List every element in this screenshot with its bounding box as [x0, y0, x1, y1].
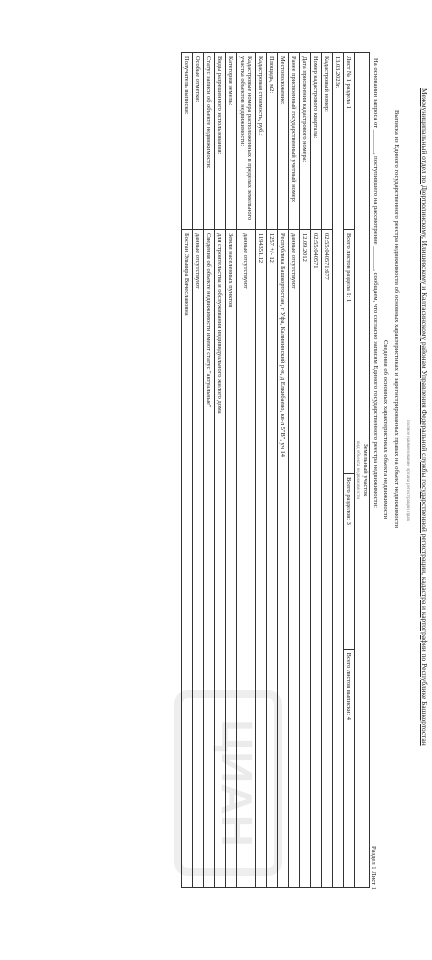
row-value: данные отсутствуют [289, 230, 300, 888]
row-value: Бостан Эльвира Вячеславовна [182, 230, 193, 888]
row-label: Особые отметки: [193, 53, 204, 230]
row-value: 12.09.2012 [300, 230, 311, 888]
row-label: Категория земель: [226, 53, 237, 230]
table-row [322, 53, 333, 888]
row-value: Республика Башкортостан, г Уфа, Калининский р-н, д Елкибаево, кв-л 5"В", уч 14 [278, 230, 289, 888]
row-value: для строительства и обслуживания индивидуального жилого дома [215, 230, 226, 888]
row-label: Виды разрешенного использования: [215, 53, 226, 230]
table-row [300, 53, 311, 888]
row-label: Дата присвоения кадастрового номера: [300, 53, 311, 230]
characteristics-table [181, 52, 370, 888]
table-row [215, 53, 226, 888]
extract-subtitle: Сведения об основных характеристиках объекта недвижимости [382, 340, 389, 520]
total-sheets: Всего листов выписки: 4 [344, 649, 355, 887]
table-row [256, 53, 267, 888]
row-value: Сведения об объекте недвижимости имеют статус "актуальные" [204, 230, 215, 888]
row-value: данные отсутствуют [193, 230, 204, 888]
intro-text: На основании запроса от _______, поступившего на рассмотрение _______, сообщаем, что согласно записям Единого государственного реестра недвижимости: [372, 58, 379, 508]
table-row [204, 53, 215, 888]
row-label: Кадастровый номер: [322, 53, 333, 230]
header-note: полное наименование органа регистрации прав [405, 420, 410, 521]
row-label: Статус записи об объекте недвижимости: [204, 53, 215, 230]
total-sections: Всего разделов: 3 [344, 474, 355, 650]
row-value: 02:55:040571 [311, 230, 322, 888]
table-row [226, 53, 237, 888]
row-label: Площадь, м2: [267, 53, 278, 230]
row-label: Получатель выписки: [182, 53, 193, 230]
row-label: Кадастровые номера расположенных в пределах земельного участка объектов недвижимости: [237, 53, 256, 230]
object-type-note: вид объекта недвижимости [355, 440, 360, 500]
watermark: ЦИАН [174, 690, 282, 876]
row-value: Земли населенных пунктов [226, 230, 237, 888]
table-row [289, 53, 300, 888]
row-label: Номер кадастрового квартала: [311, 53, 322, 230]
table-row [311, 53, 322, 888]
row-value: 02:55:040571:677 [322, 230, 333, 888]
table-row [267, 53, 278, 888]
table-row [182, 53, 193, 888]
row-label: Ранее присвоенный государственный учетный номер: [289, 53, 300, 230]
date-cell: 13.03.2023г. [333, 53, 344, 888]
row-label: Кадастровая стоимость, руб.: [256, 53, 267, 230]
row-value: 1194351.12 [256, 230, 267, 888]
section-label: Раздел 1 Лист 1 [370, 846, 377, 890]
total-sheets-section: Всего листов раздела 1: 1 [344, 230, 355, 474]
header-org: Межмуниципальный отдел по Дюртюлинскому, Илишевскому и Калтасинскому районам Управления Федеральной службы государственной регистрации, кадастра и картографии по Республике Башкортостан [420, 88, 429, 746]
extract-title: Выписка из Единого государственного реестра недвижимости об основных характеристиках и зарегистрированных правах на объект недвижимости [393, 110, 400, 529]
object-type-cell [355, 53, 370, 888]
sheet-number: Лист № 1 раздела 1 [344, 53, 355, 230]
row-label: Местоположение: [278, 53, 289, 230]
table-row [193, 53, 204, 888]
row-value: 1257 +/- 12 [267, 230, 278, 888]
row-value: данные отсутствуют [237, 230, 256, 888]
table-row [278, 53, 289, 888]
object-type-title: Земельный участок [362, 443, 369, 497]
table-row [237, 53, 256, 888]
